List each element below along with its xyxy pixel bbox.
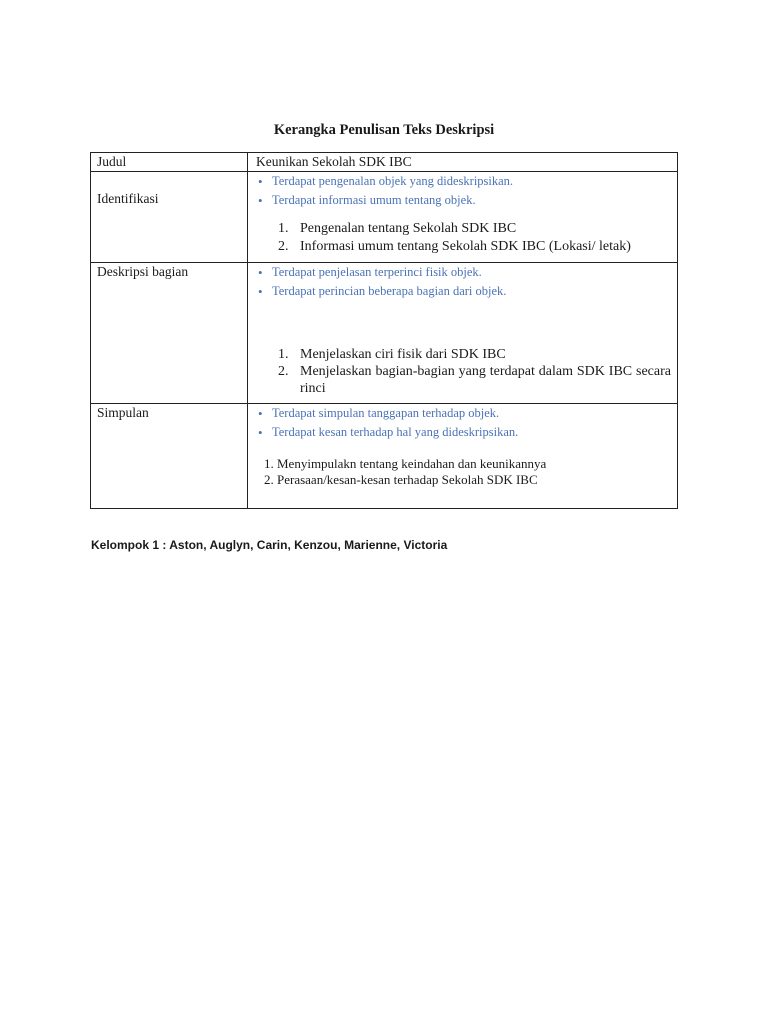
row-content-cell <box>248 153 678 172</box>
table-row-judul <box>91 153 678 172</box>
row-label-cell <box>91 153 248 172</box>
guidance-item: • Terdapat simpulan tanggapan terhadap objek. <box>256 404 671 423</box>
title-value: Keunikan Sekolah SDK IBC <box>256 154 412 169</box>
guidance-item: • Terdapat informasi umum tentang objek. <box>256 191 671 210</box>
item-number: 1. <box>278 221 289 236</box>
item-text: Menjelaskan bagian-bagian yang terdapat dalam SDK IBC secara rinci <box>300 364 671 396</box>
item-number: 1. <box>278 347 289 362</box>
answer-list <box>256 220 671 256</box>
item-number: 2. <box>278 239 289 254</box>
answer-list <box>256 346 671 397</box>
row-label: Identifikasi <box>97 191 159 206</box>
answer-item <box>256 346 671 363</box>
answer-item: 1. Menyimpulakn tentang keindahan dan keunikannya <box>264 456 547 471</box>
item-text: Informasi umum tentang Sekolah SDK IBC (Lokasi/ letak) <box>300 239 631 254</box>
row-label: Deskripsi bagian <box>97 264 189 279</box>
answer-item: 2. Perasaan/kesan-kesan terhadap Sekolah SDK IBC <box>264 472 538 487</box>
guidance-item: • Terdapat perincian beberapa bagian dari objek. <box>256 282 671 301</box>
document-title: Kerangka Penulisan Teks Deskripsi <box>273 122 495 138</box>
row-content-cell <box>248 404 678 509</box>
row-label-cell <box>91 263 248 404</box>
table-row-deskripsi-bagian <box>91 263 678 404</box>
row-label-cell <box>91 404 248 509</box>
guidance-item: • Terdapat penjelasan terperinci fisik objek. <box>256 263 671 282</box>
guidance-item: • Terdapat pengenalan objek yang dideskripsikan. <box>256 172 671 191</box>
guidance-list <box>256 172 671 210</box>
answer-list <box>256 456 671 488</box>
item-number: 2. <box>278 364 289 379</box>
row-label: Judul <box>97 154 127 169</box>
row-content-cell <box>248 263 678 404</box>
row-label-cell <box>91 172 248 263</box>
answer-item <box>256 220 671 238</box>
row-label: Simpulan <box>97 405 149 420</box>
answer-item <box>256 363 671 397</box>
item-text: Menjelaskan ciri fisik dari SDK IBC <box>300 347 506 362</box>
row-content-cell <box>248 172 678 263</box>
group-members: Kelompok 1 : Aston, Auglyn, Carin, Kenzou, Marienne, Victoria <box>91 538 448 552</box>
table-row-simpulan <box>91 404 678 509</box>
table-row-identifikasi <box>91 172 678 263</box>
guidance-list <box>256 263 671 301</box>
guidance-item: • Terdapat kesan terhadap hal yang dideskripsikan. <box>256 423 671 442</box>
item-text: Pengenalan tentang Sekolah SDK IBC <box>300 221 517 236</box>
framework-table <box>90 152 678 509</box>
guidance-list <box>256 404 671 442</box>
answer-item <box>256 238 671 256</box>
